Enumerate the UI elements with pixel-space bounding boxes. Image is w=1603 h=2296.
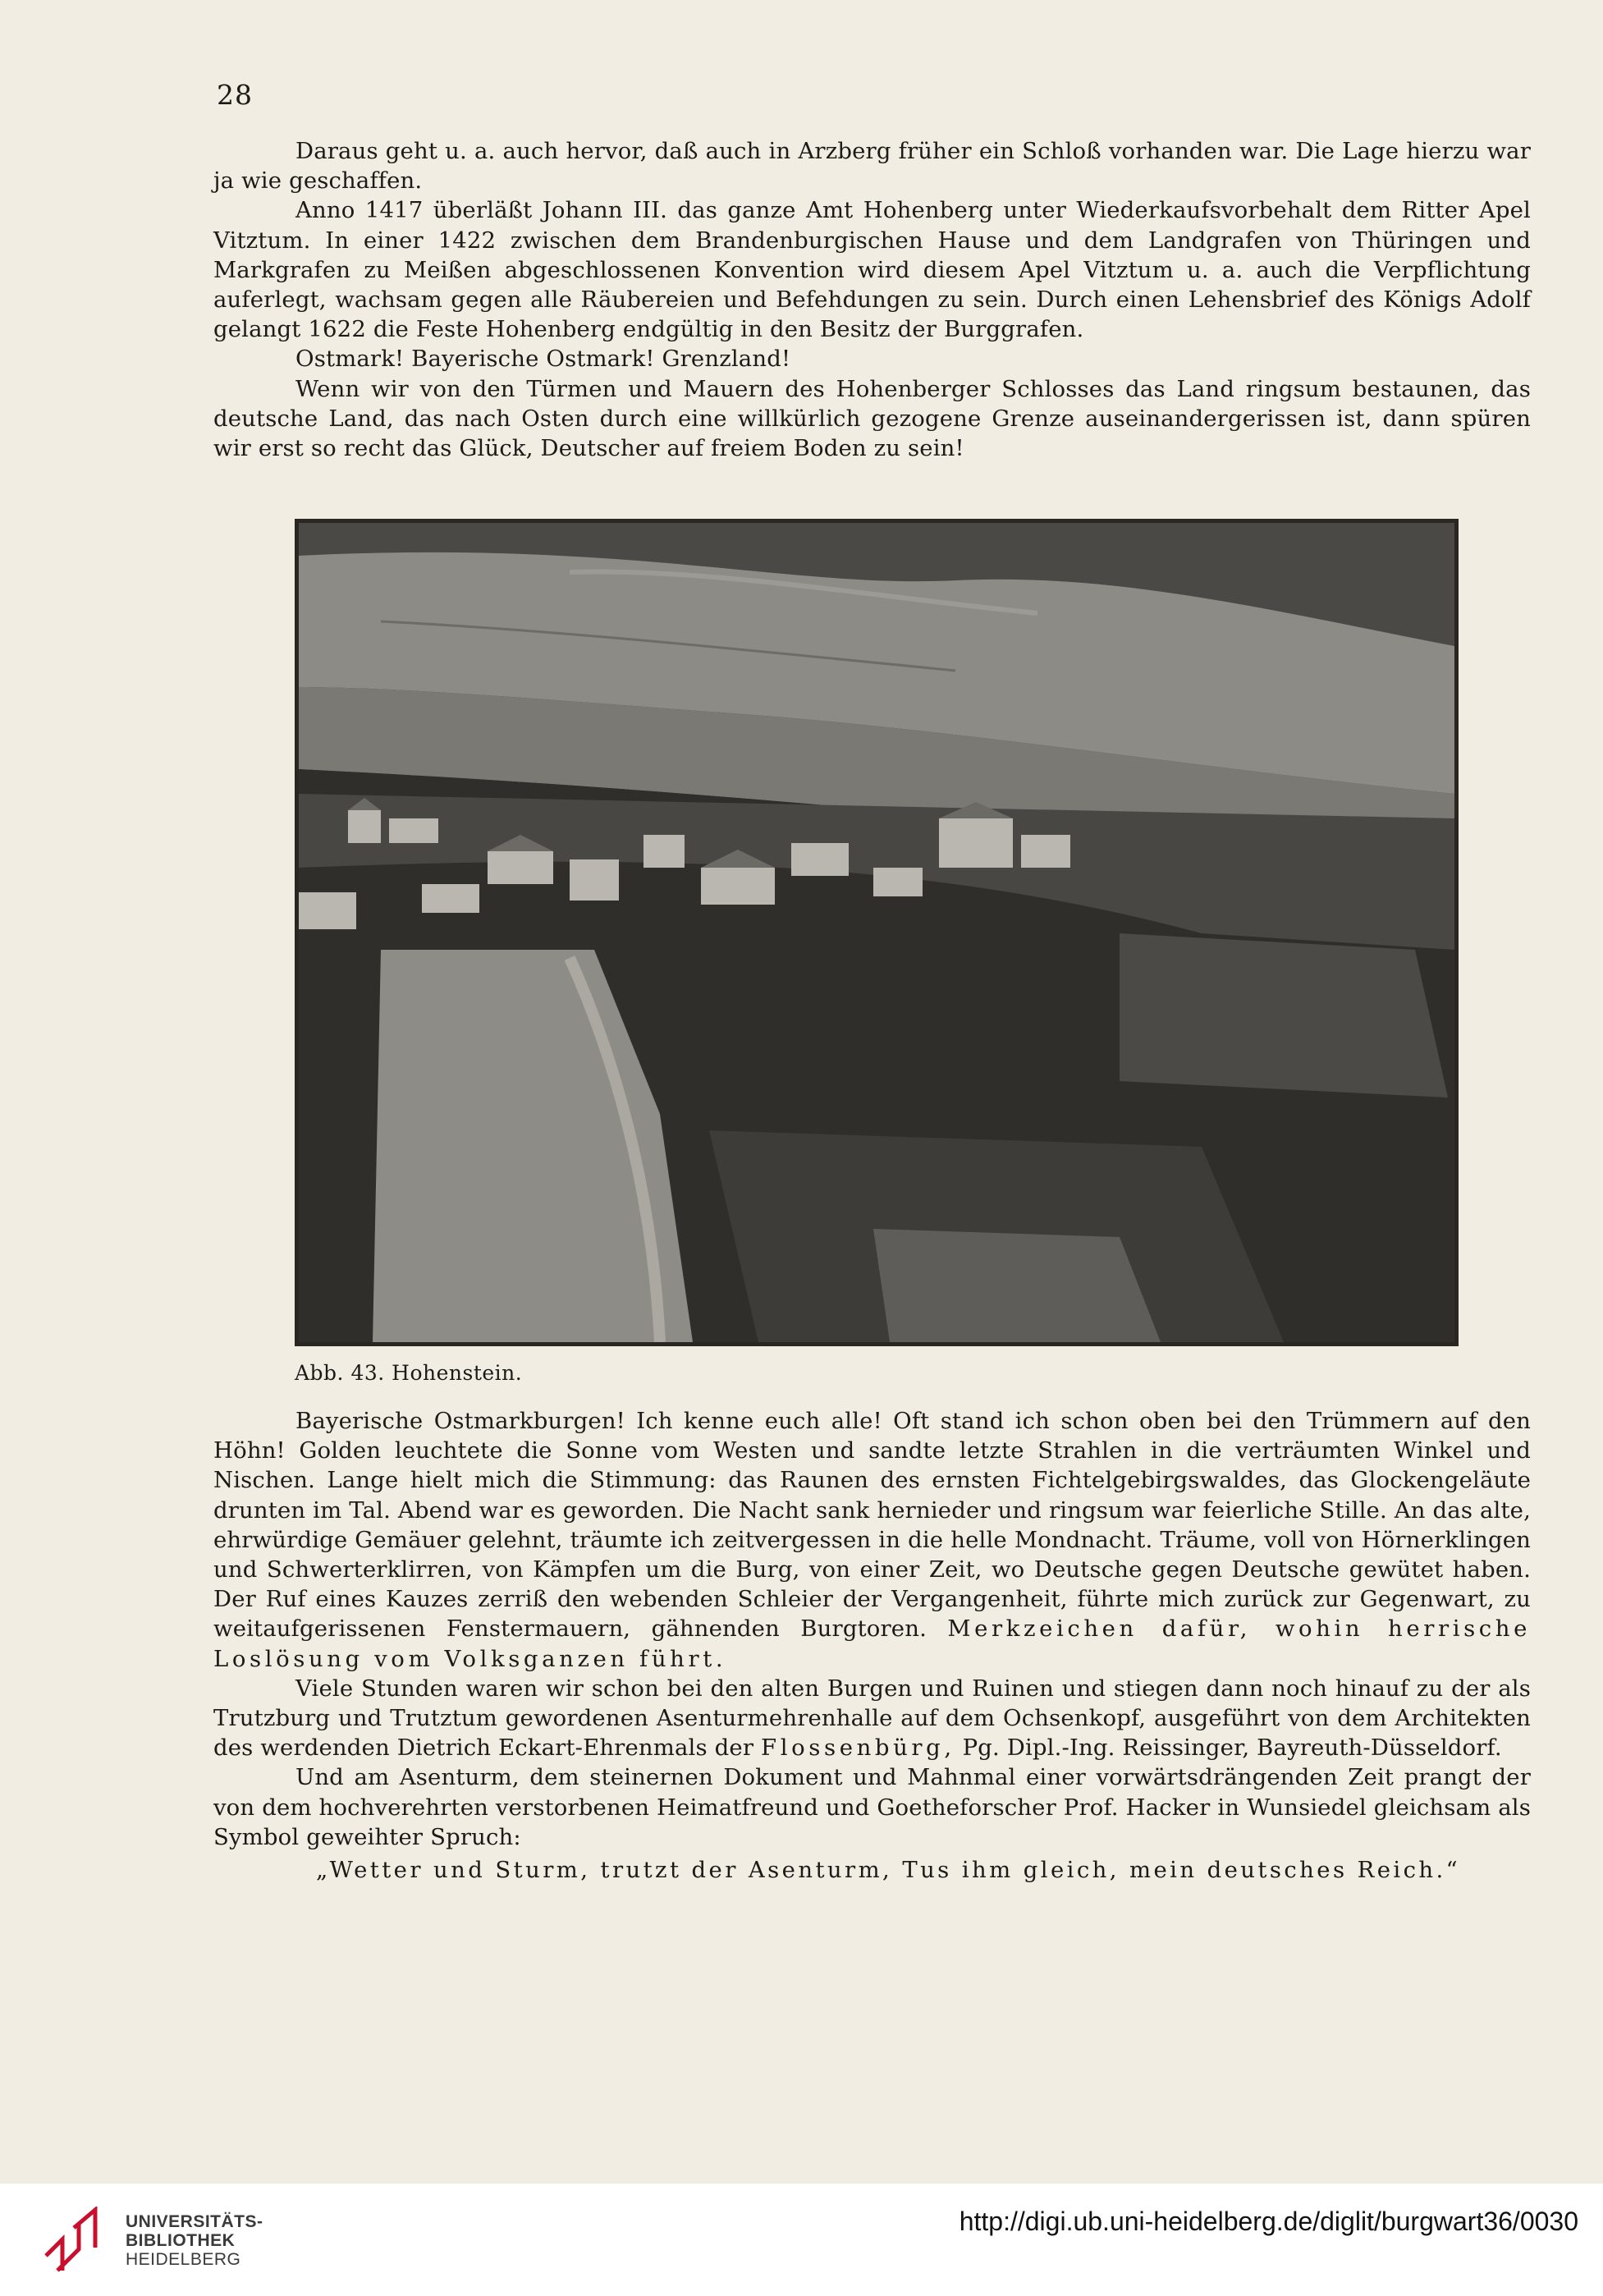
top-text-block [213, 136, 1531, 463]
figure-caption: Abb. 43. Hohenstein. [295, 1361, 523, 1385]
source-url-link[interactable]: http://digi.ub.uni-heidelberg.de/diglit/burgwart36/0030 [959, 2207, 1578, 2236]
paragraph-anno-1417: Anno 1417 überläßt Johann III. das ganze Amt Hohenberg unter Wiederkaufsvorbehalt dem Ritter Apel Vitztum. In einer 1422 zwischen dem Brandenburgischen Hause und dem Landgrafen von Thüringen und Markgrafen zu Meißen abgeschlossenen Konvention wird diesem Apel Vitztum u. a. auch die Verpflichtung auferlegt, wachsam gegen alle Räubereien und Befehdungen zu sein. Durch einen Lehensbrief des Königs Adolf gelangt 1622 die Feste Hohenberg endgültig in den Besitz der Burggrafen. [213, 197, 1531, 343]
paragraph-asenturm-halle [213, 1674, 1531, 1763]
library-logo-icon [39, 2207, 113, 2275]
paragraph-hohenberger-schloss: Wenn wir von den Türmen und Mauern des Hohenberger Schlosses das Land ringsum bestaunen, das deutsche Land, das nach Osten durch eine willkürlich gezogene Grenze auseinandergerissen ist, dann spüren wir erst so recht das Glück, Deutscher auf freiem Boden zu sein! [213, 375, 1531, 462]
quote-spruch: „Wetter und Sturm, trutzt der Asenturm, Tus ihm gleich, mein deutsches Reich.“ [316, 1857, 1461, 1884]
library-name-line2: BIBLIOTHEK [126, 2231, 236, 2250]
library-name-line1: UNIVERSITÄTS- [126, 2212, 263, 2231]
paragraph-asenturm-halle-end: Pg. Dipl.-Ing. Reissinger, Bayreuth-Düsseldorf. [962, 1735, 1502, 1762]
library-name [126, 2212, 263, 2269]
paragraph-asenturm-halle-text: Viele Stunden waren wir schon bei den alten Burgen und Ruinen und stiegen dann noch hinauf zu der als Trutzburg und Trutztum gewordenen Asenturmehrenhalle auf dem Ochsenkopf, ausgeführt von dem Architekten des werdenden Dietrich Eckart-Ehrenmals der [213, 1675, 1531, 1762]
spaced-emphasis-flossenbuerg: Flossenbürg, [761, 1735, 955, 1762]
paragraph-ostmark: Ostmark! Bayerische Ostmark! Grenzland! [295, 346, 791, 373]
photo-hohenstein [295, 519, 1459, 1346]
page-number: 28 [217, 79, 253, 111]
paragraph-arzberg: Daraus geht u. a. auch hervor, daß auch in Arzberg früher ein Schloß vorhanden war. Die Lage hierzu war ja wie geschaffen. [213, 138, 1531, 195]
library-name-line3: HEIDELBERG [126, 2250, 241, 2269]
spaced-emphasis-merkzeichen: Merkzeichen dafür, wohin herrische Loslösung vom Volksganzen führt. [213, 1615, 1531, 1672]
paragraph-mahnmal: Und am Asenturm, dem steinernen Dokument und Mahnmal einer vorwärtsdrängenden Zeit prangt der von dem hochverehrten verstorbenen Heimatfreund und Goetheforscher Prof. Hacker in Wunsiedel gleichsam als Symbol geweihter Spruch: [213, 1764, 1531, 1850]
paragraph-ostmarkburgen-text: Bayerische Ostmarkburgen! Ich kenne euch alle! Oft stand ich schon oben bei den Trümmern auf den Höhn! Golden leuchtete die Sonne vom Westen und sandte letzte Strahlen in die verträumten Winkel und Nischen. Lange hielt mich die Stimmung: das Raunen des ernsten Fichtelgebirgswaldes, das Glockengeläute drunten im Tal. Abend war es geworden. Die Nacht sank hernieder und ringsum war feierliche Stille. An das alte, ehrwürdige Gemäuer gelehnt, träumte ich zeitvergessen in die helle Mondnacht. Träume, voll von Hörnerklingen und Schwerterklirren, von Kämpfen um die Burg, von einer Zeit, wo Deutsche gegen Deutsche gewütet haben. Der Ruf eines Kauzes zerriß den webenden Schleier der Vergangenheit, führte mich zurück zur Gegenwart, zu weitaufgerissenen Fenstermauern, gähnenden Burgtoren. [213, 1408, 1531, 1643]
bottom-text-block [213, 1406, 1531, 1885]
paragraph-ostmarkburgen [213, 1406, 1531, 1674]
aerial-landscape-photo [299, 523, 1454, 1342]
